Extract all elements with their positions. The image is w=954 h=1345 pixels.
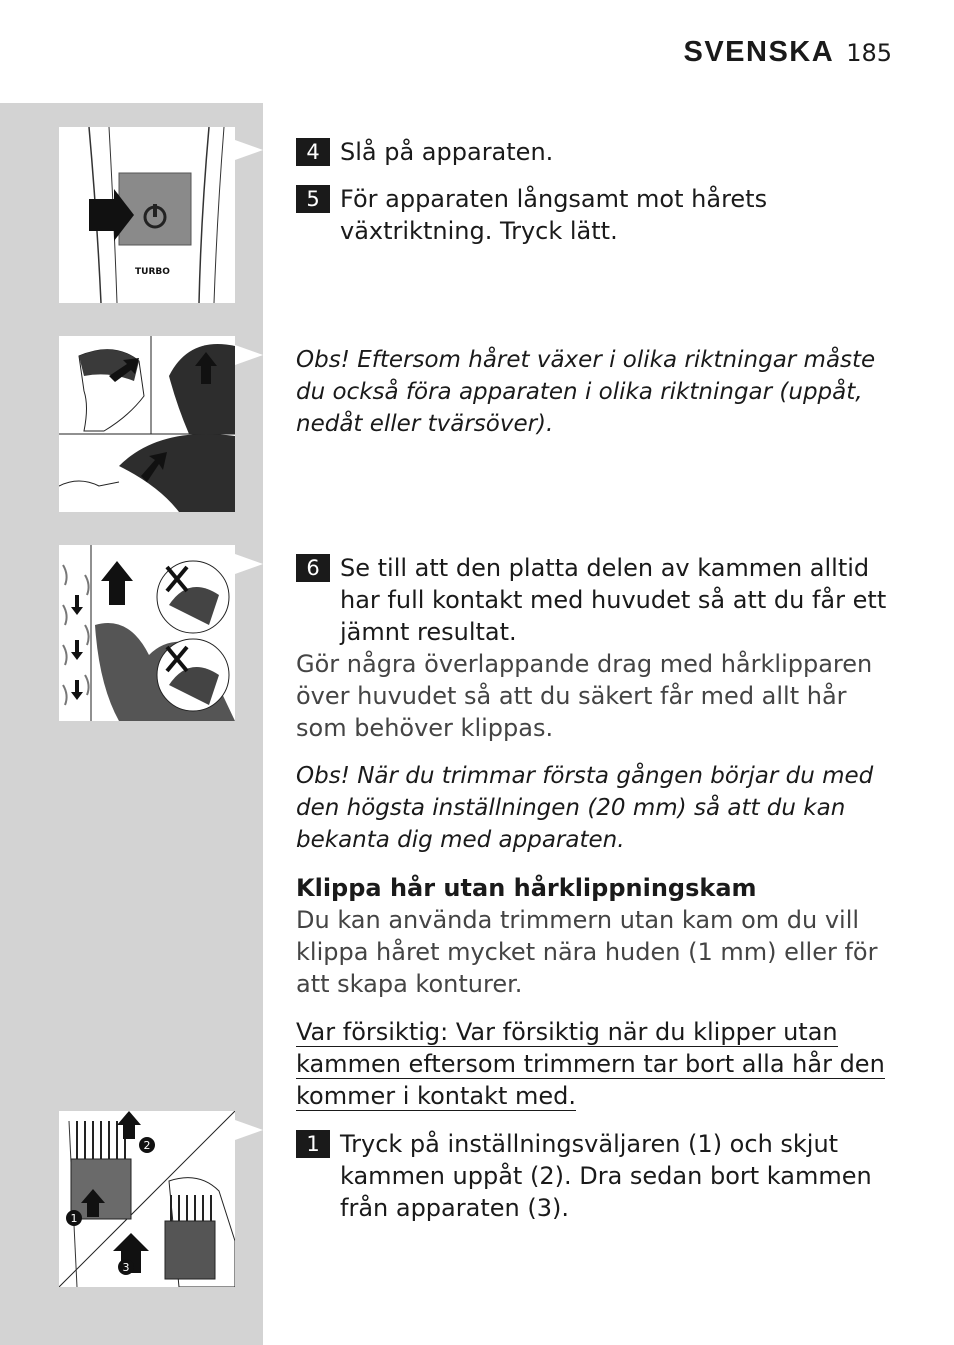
step-1 xyxy=(296,1128,876,1224)
warning-block xyxy=(296,1016,906,1112)
badge-3: 3 xyxy=(122,1261,130,1274)
page-header xyxy=(683,36,892,72)
warning-line-2: kammen eftersom trimmern tar bort alla hår den xyxy=(296,1050,885,1078)
step-text: Slå på apparaten. xyxy=(340,138,554,166)
step-number: 4 xyxy=(296,138,330,166)
power-button-drawing xyxy=(59,127,235,303)
step-text: Tryck på inställningsväljaren (1) och skjut kammen uppåt (2). Dra sedan bort kammen från apparaten (3). xyxy=(340,1130,872,1222)
illustration-power-button xyxy=(59,127,235,303)
section-body: Du kan använda trimmern utan kam om du vill klippa håret mycket nära huden (1 mm) eller för att skapa konturer. xyxy=(296,906,878,998)
step-number: 5 xyxy=(296,185,330,213)
turbo-label: TURBO xyxy=(135,267,170,277)
remove-comb-drawing xyxy=(59,1111,235,1287)
illustration-cutting-directions xyxy=(59,336,235,512)
language-label: SVENSKA xyxy=(683,36,835,68)
page-number: 185 xyxy=(846,39,892,67)
paragraph-overlapping: Gör några överlappande drag med hårklipparen över huvudet så att du säkert får med allt hår som behöver klippas. xyxy=(296,650,873,742)
badge-1: 1 xyxy=(70,1212,78,1225)
step-number: 1 xyxy=(296,1130,330,1158)
note-first-trim: Obs! När du trimmar första gången börjar du med den högsta inställningen (20 mm) så att du kan bekanta dig med apparaten. xyxy=(296,763,874,853)
step-4 xyxy=(296,136,906,168)
badge-2: 2 xyxy=(143,1139,151,1152)
illustration-comb-contact xyxy=(59,545,235,721)
illustration-pointer xyxy=(235,1120,263,1140)
comb-contact-drawing xyxy=(59,545,235,721)
warning-line-3: kommer i kontakt med. xyxy=(296,1082,577,1110)
step-text: För apparaten långsamt mot hårets växtriktning. Tryck lätt. xyxy=(340,185,768,245)
step-text: Se till att den platta delen av kammen alltid har full kontakt med huvudet så att du får ett jämnt resultat. xyxy=(340,554,887,646)
note-directions: Obs! Eftersom håret växer i olika riktningar måste du också föra apparaten i olika riktningar (uppåt, nedåt eller tvärsöver). xyxy=(296,347,876,437)
illustration-pointer xyxy=(235,140,263,160)
warning-line-1: Var försiktig: Var försiktig när du klipper utan xyxy=(296,1018,838,1046)
step-5 xyxy=(296,183,776,247)
illustration-pointer xyxy=(235,345,263,365)
illustration-remove-comb xyxy=(59,1111,235,1287)
step-6 xyxy=(296,552,906,648)
illustration-pointer xyxy=(235,554,263,574)
section-heading: Klippa hår utan hårklippningskam xyxy=(296,874,757,902)
head-directions-drawing xyxy=(59,336,235,512)
step-number: 6 xyxy=(296,554,330,582)
